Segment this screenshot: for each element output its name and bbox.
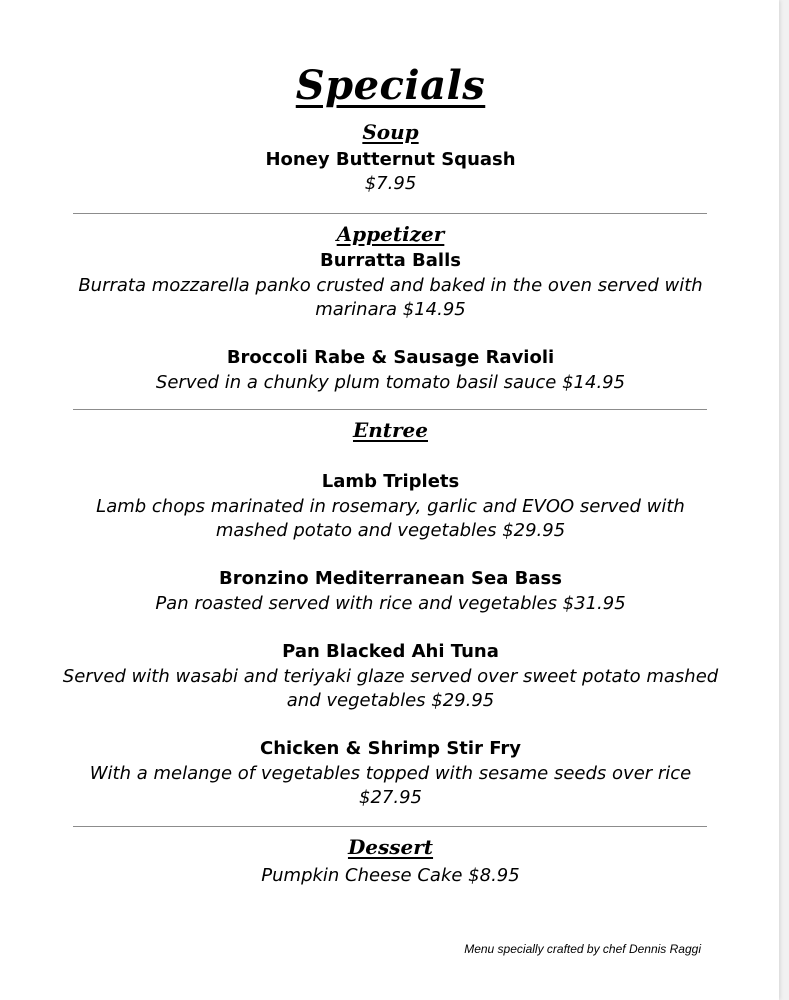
item-description: With a melange of vegetables topped with sesame seeds over rice $27.95: [89, 763, 692, 808]
item-name: Bronzino Mediterranean Sea Bass: [219, 568, 562, 589]
item-description: Served in a chunky plum tomato basil sauce $14.95: [155, 372, 626, 393]
item-name: Honey Butternut Squash: [265, 149, 516, 170]
item-description: Pan roasted served with rice and vegetables $31.95: [155, 593, 626, 614]
section-heading-entree: Entree: [352, 418, 428, 442]
section-divider: [73, 409, 707, 410]
item-name: Burratta Balls: [320, 250, 461, 271]
section-heading-dessert: Dessert: [347, 835, 434, 859]
item-description: Served with wasabi and teriyaki glaze served over sweet potato mashed and vegetables $29.95: [62, 666, 719, 711]
item-description: Lamb chops marinated in rosemary, garlic and EVOO served with mashed potato and vegetables $29.95: [96, 496, 685, 541]
item-name: Chicken & Shrimp Stir Fry: [260, 738, 521, 759]
item-name: Pan Blacked Ahi Tuna: [282, 641, 499, 662]
item-name: Lamb Triplets: [321, 471, 460, 492]
section-divider: [73, 826, 707, 827]
section-heading-appetizer: Appetizer: [336, 222, 445, 246]
menu-title: Specials: [295, 62, 486, 109]
section-divider: [73, 213, 707, 214]
item-description: Pumpkin Cheese Cake $8.95: [261, 865, 520, 886]
item-price: $7.95: [364, 173, 417, 194]
item-name: Broccoli Rabe & Sausage Ravioli: [226, 347, 555, 368]
item-description: Burrata mozzarella panko crusted and baked in the oven served with marinara $14.95: [78, 275, 703, 320]
chef-credit: Menu specially crafted by chef Dennis Raggi: [464, 942, 701, 956]
section-heading-soup: Soup: [362, 120, 419, 144]
